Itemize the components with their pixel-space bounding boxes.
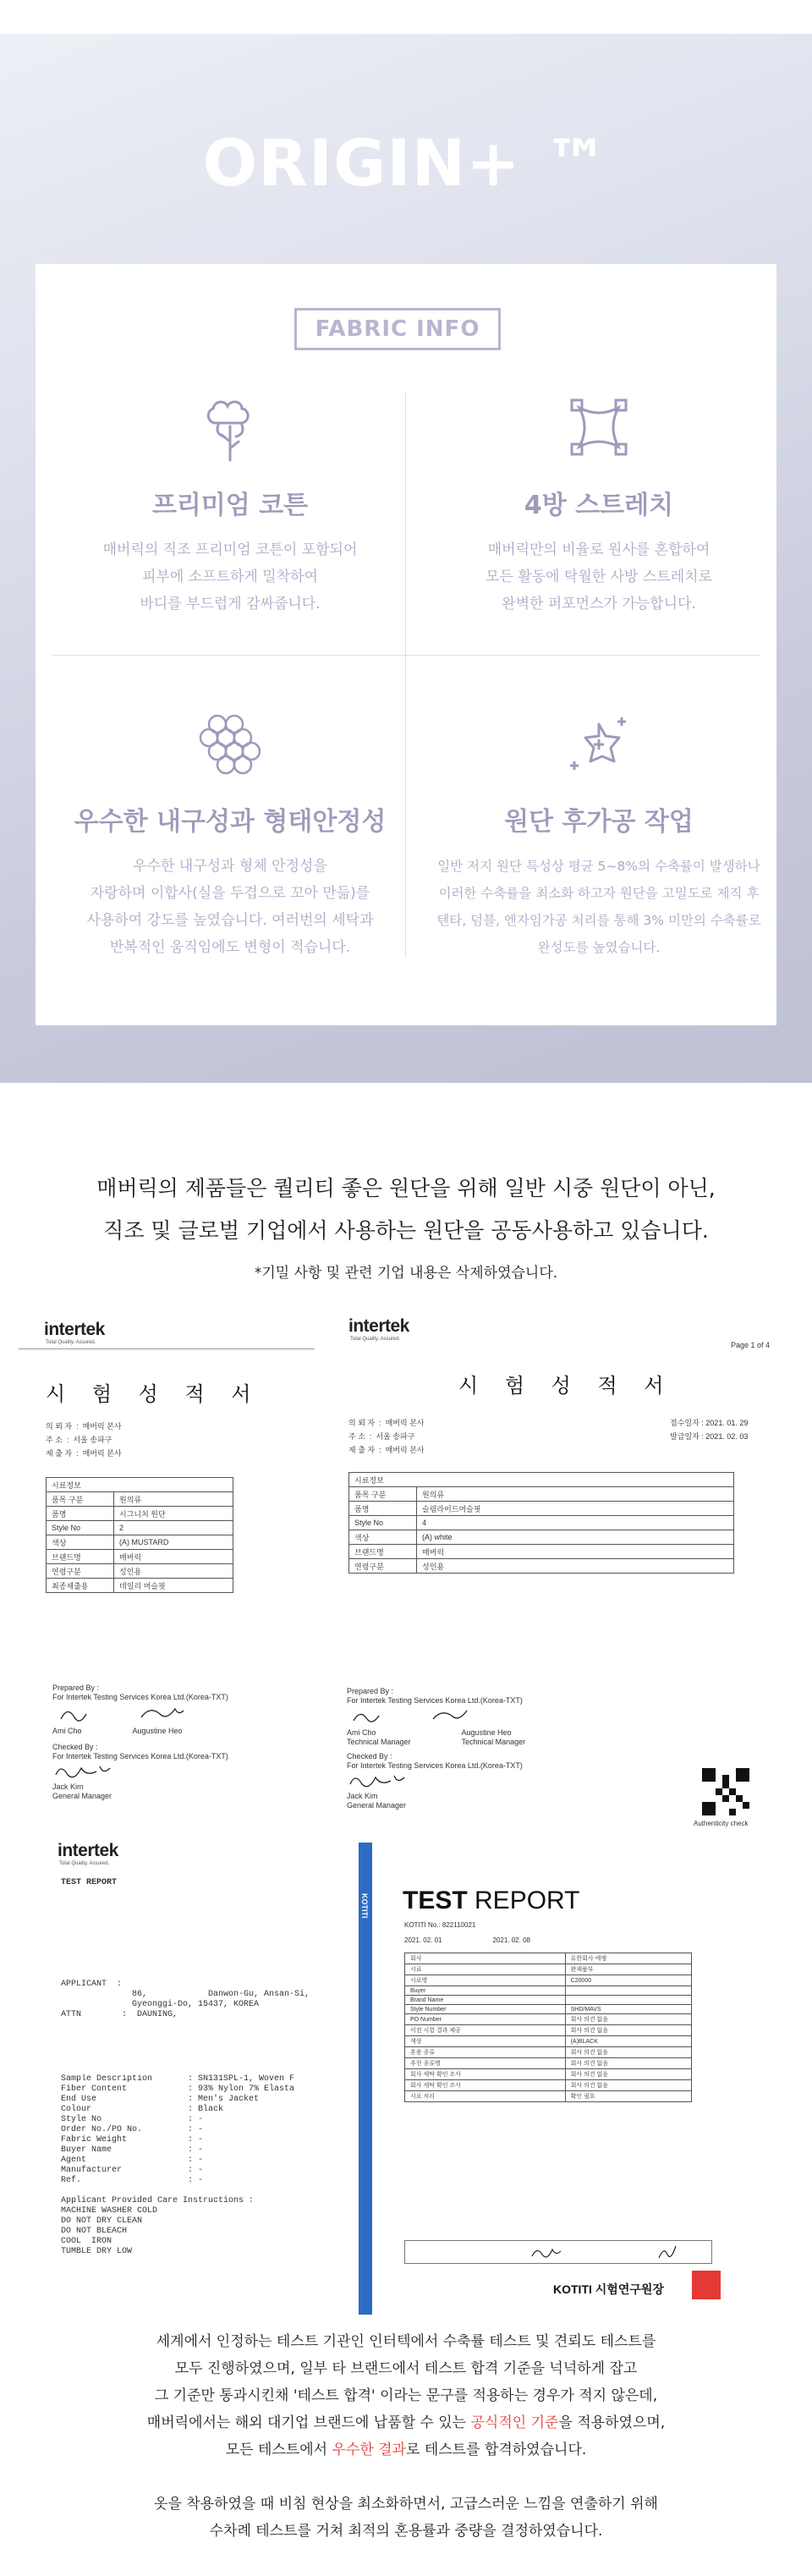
logo-tagline: Total Quality. Assured. [350, 1337, 401, 1342]
intertek-logo: intertek [44, 1320, 105, 1339]
outro-spacer [0, 2463, 812, 2491]
outro-line: 모든 테스트에서 우수한 결과로 테스트를 합격하였습니다. [225, 2441, 587, 2458]
manager-signature [347, 1771, 448, 1789]
qr-code-icon [702, 1768, 749, 1815]
feature-title: 4방 스트레치 [524, 491, 674, 520]
signatures-1 [52, 1683, 272, 1810]
intertek-logo: intertek [348, 1316, 409, 1336]
page-indicator: Page 1 of 4 [730, 1341, 770, 1349]
cotton-icon [192, 389, 268, 465]
certificate-title: 시 험 성 적 서 [46, 1382, 261, 1406]
fabric-info-badge: FABRIC INFO [294, 308, 501, 350]
feature-4way-stretch [421, 389, 776, 618]
outro-line: 매버릭에서는 해외 대기업 브랜드에 납품할 수 있는 공식적인 기준을 적용하였으며, [146, 2414, 666, 2431]
applicant-label: APPLICANT : [61, 1980, 123, 1989]
manager-signature [52, 1761, 154, 1780]
issue-dates: 접수일자 : 2021. 01. 29 발급일자 : 2021. 02. 03 [670, 1419, 749, 1441]
checked-by-label: Checked By : [52, 1743, 98, 1751]
feature-title: 우수한 내구성과 형태안정성 [74, 807, 387, 837]
signature-image [347, 1705, 516, 1726]
sample-spec: Sample Description : SN131SPL-1, Woven F Fiber Content : 93% Nylon 7% Elasta End Use : Men's Jacket Colour : Black Style No : - Order No./PO No. : - Fabric Weight : - Buyer Name : - Agent : - Manufacturer : - Ref. : - [61, 2074, 295, 2185]
test-summary-text [0, 2328, 812, 2545]
requester-info: 의 뢰 자 : 매버릭 본사 주 소 : 서울 송파구 제 출 자 : 매버릭 본사 [348, 1419, 425, 1454]
test-report-intertek [52, 1841, 357, 2264]
checked-by-org: For Intertek Testing Services Korea Ltd.(Korea-TXT) [52, 1752, 228, 1760]
outro-line: 그 기준만 통과시킨채 '테스트 합격' 이라는 문구를 적용하는 경우가 적지 않은데, [154, 2387, 658, 2404]
logo-tagline: Total Quality. Assured. [59, 1861, 110, 1866]
feature-title: 프리미엄 코튼 [151, 491, 309, 520]
kotiti-side-label: KOTITI [360, 1893, 369, 1919]
report-heading: TEST REPORT [403, 1887, 580, 1914]
feature-durability [52, 706, 408, 961]
feature-description: 매버릭의 직조 프리미엄 코튼이 포함되어 피부에 소프트하게 밀착하여 바디를 부드럽게 감싸줍니다. [102, 541, 358, 612]
intro-line-1: 매버릭의 제품들은 퀄리티 좋은 원단을 위해 일반 시중 원단이 아닌, [96, 1176, 716, 1200]
fabric-info-section [0, 0, 812, 1083]
preparer-names: Ami Cho Augustine Heo [52, 1727, 183, 1735]
kotiti-seal [692, 2271, 721, 2299]
feature-title: 원단 후가공 작업 [504, 807, 694, 837]
feature-description: 우수한 내구성과 형체 안정성을 자랑하며 이합사(실을 두겹으로 꼬아 만듦)를 사용하여 강도를 높였습니다. 여러번의 세탁과 반복적인 움직임에도 변형이 적습니다. [86, 858, 374, 956]
certificate-title: 시 험 성 적 서 [458, 1374, 674, 1398]
confidential-note: *기밀 사항 및 관련 기업 내용은 삭제하였습니다. [254, 1265, 558, 1282]
sample-info-table: 시료정보 품목 구분 원의류 품명 시그니처 원단 Style No 2 색상 (A) MUSTARD 브랜드명 매버릭 연령구분 성인용 최종제출용 데일리 머슬핏 [46, 1477, 233, 1593]
signatures-2 [347, 1687, 770, 1831]
outro-line: 모두 진행하였으며, 일부 타 브랜드에서 테스트 합격 기준을 넉넉하게 잡고 [174, 2360, 638, 2377]
preparer-names: Ami Cho Technical Manager Augustine Heo Technical Manager [347, 1728, 526, 1746]
signature-image [52, 1702, 222, 1724]
kotiti-footer: KOTITI 시험연구원장 [553, 2282, 664, 2296]
attention-line: ATTN : DAUNING, [61, 2010, 178, 2019]
test-certificate-1 [19, 1310, 315, 1682]
outro-line: 옷을 착용하였을 때 비침 현상을 최소화하면서, 고급스러운 느낌을 연출하기 위해 [154, 2496, 658, 2513]
logo-tagline: Total Quality. Assured. [46, 1340, 96, 1345]
care-instructions: Applicant Provided Care Instructions : MACHINE WASHER COLD DO NOT DRY CLEAN DO NOT BLEACH COOL IRON TUMBLE DRY LOW [61, 2196, 255, 2256]
feature-finishing [421, 706, 776, 961]
authenticity-label: Authenticity check [694, 1820, 749, 1827]
checked-by-org: For Intertek Testing Services Korea Ltd.(Korea-TXT) [347, 1761, 523, 1770]
intro-text [0, 1167, 812, 1282]
stretch-icon [561, 389, 637, 465]
header-rule [19, 1348, 315, 1349]
prepared-by-org: For Intertek Testing Services Korea Ltd.(Korea-TXT) [347, 1696, 523, 1705]
test-certificate-2 [332, 1310, 793, 1599]
applicant-address: 86, Danwon-Gu, Ansan-Si, Gyeonggi-Do, 15437, KOREA [132, 1990, 310, 2009]
report-dates: 2021. 02. 01 2021. 02. 08 [404, 1936, 530, 1944]
feature-description: 일반 저지 원단 특성상 평균 5~8%의 수축률이 발생하나 이러한 수축률을 최소화 하고자 원단을 고밀도로 제직 후 텐타, 덤블, 엔자임가공 처리를 통해 3% 미만의 수축률로 완성도를 높였습니다. [436, 859, 761, 955]
manager-title: General Manager [347, 1801, 407, 1810]
divider-horizontal [52, 655, 760, 656]
feature-premium-cotton [52, 389, 408, 618]
kotiti-number: KOTITI No.: 822110021 [404, 1921, 476, 1929]
top-strip [0, 0, 812, 34]
kotiti-sample-table: 회사 유한회사 에엠 시료 완제품부 시료명 C20000 Buyer Brand Name Style Number SHD/MAVS PO Number 회사 의견 없음 이전 시험 결과 제공 회사 의견 없음 색상 (A)BLACK 혼용 종류 회사 의견 없음 추천 종류명 회사 의견 없음 회사 세탁 확인 조사 회사 의견 없음 회사 세탁 확인 조사 회사 의견 없음 시료 처리 확인 필요 [404, 1953, 692, 2102]
manager-name: Jack Kim [52, 1782, 84, 1791]
fabric-info-card [36, 264, 776, 1025]
sample-info-table: 시료정보 품목 구분 원의류 품명 슬림라이드머슬핏 Style No 4 색상 (A) white 브랜드명 매버릭 연령구분 성인용 [348, 1472, 734, 1574]
prepared-by-org: For Intertek Testing Services Korea Ltd.(Korea-TXT) [52, 1693, 228, 1701]
outro-line: 수차례 테스트를 거쳐 최적의 혼용률과 중량을 결정하였습니다. [209, 2523, 603, 2540]
checked-by-label: Checked By : [347, 1752, 392, 1760]
sparkle-icon [561, 706, 637, 782]
report-heading: TEST REPORT [61, 1878, 118, 1887]
intro-line-2: 직조 및 글로벌 기업에서 사용하는 원단을 공동사용하고 있습니다. [103, 1218, 709, 1243]
prepared-by-label: Prepared By : [347, 1687, 394, 1695]
approval-box [404, 2240, 712, 2264]
approval-signatures [405, 2241, 713, 2265]
manager-title: General Manager [52, 1792, 112, 1800]
manager-name: Jack Kim [347, 1792, 378, 1800]
requester-info: 의 뢰 자 : 매버릭 본사 주 소 : 서울 송파구 제 출 자 : 매버릭 본사 [46, 1422, 122, 1458]
fiber-icon [192, 706, 268, 782]
intertek-logo: intertek [58, 1841, 118, 1860]
outro-line: 세계에서 인정하는 테스트 기관인 인터텍에서 수축률 테스트 및 견뢰도 테스트를 [156, 2333, 656, 2350]
feature-description: 매버릭만의 비율로 원사를 혼합하여 모든 활동에 탁월한 사방 스트레치로 완벽한 퍼포먼스가 가능합니다. [486, 541, 712, 612]
prepared-by-label: Prepared By : [52, 1683, 100, 1692]
test-report-kotiti [359, 1843, 741, 2315]
brand-title: ORIGIN+ ™ [202, 125, 610, 200]
